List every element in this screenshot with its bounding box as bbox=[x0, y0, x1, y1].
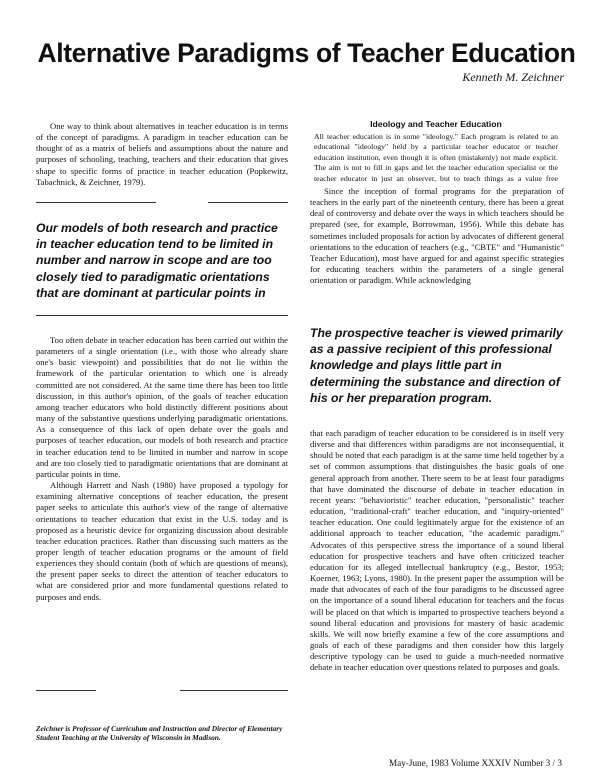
left-body bbox=[36, 335, 288, 771]
pullquote-rule-top bbox=[36, 202, 156, 203]
section-heading: Ideology and Teacher Education bbox=[370, 119, 502, 129]
footnote-rule bbox=[36, 690, 96, 691]
left-pullquote: Our models of both research and practice in teacher education tend to be limited in number and narrow in scope and are too closely tied to paradigmatic orientations that are dominant at particular points in bbox=[36, 221, 278, 300]
article-title: Alternative Paradigms of Teacher Education bbox=[37, 38, 576, 68]
author-name: Kenneth M. Zeichner bbox=[462, 70, 564, 84]
right-body-bottom bbox=[310, 428, 564, 753]
right-body-paragraph-2: that each paradigm of teacher education to be considered is in itself very diverse and that differences within paradigms are not inconsequential, it should be noted that each paradigm is at the same time held together by a set of common assumptions that distinguishes the basic goals of one general approach from another. There seem to be at least four paradigms that have dominated the discourse of debate in teacher education in recent years: "behavioristic" teacher education, "personalistic" teacher education, "traditional-craft" teacher education, and "inquiry-oriented" teacher education. One could legitimately argue for the existence of an additional approach to teacher education, "the academic paradigm." Advocates of this perspective stress the importance of a sound liberal education for prospective teachers and have often criticized teacher education for its alleged intellectual bankruptcy (e.g., Bestor, 1953; Koerner, 1963; Lyons, 1980). In the present paper the assumption will be made that advocates of each of the four paradigms to be discussed agree on the importance of a sound liberal education for teachers and the focus will be placed on that which is imparted to prospective teachers beyond a sound liberal education and provisions for mastery of basic academic skills. We will now briefly examine a few of the core assumptions and goals of each of these paradigms and then consider how this largely descriptive typology can be used to guide a much-needed normative debate in teacher education over questions related to purposes and goals. bbox=[310, 428, 564, 673]
footnote-rule-right bbox=[180, 690, 288, 691]
right-body-top bbox=[310, 186, 564, 298]
page-footer: May-June, 1983 Volume XXXIV Number 3 / 3 bbox=[388, 758, 562, 768]
opening-epigraph: All teacher education is in some "ideology." Each program is related to an educational "ideology" held by a particular teacher educator or teacher education institution, even though it is often (mistakenly) not made explicit. The aim is not to fill in gaps and let the teacher education specialist or the teacher educator in just an observer, but to teach things as a value free bbox=[314, 132, 558, 183]
intro-paragraph bbox=[36, 121, 288, 189]
right-pullquote: The prospective teacher is viewed primarily as a passive recipient of this professional knowledge and plays little part in determining the substance and direction of his or her preparation program. bbox=[310, 326, 563, 405]
intro-text: One way to think about alternatives in teacher education is in terms of the concept of paradigms. A paradigm in teacher education can be thought of as a matrix of beliefs and assumptions about the nature and purposes of schooling, teaching, teachers and their education that gives shape to specific forms of practice in teacher education (Popkewitz, Tabachnick, & Zeichner, 1979). bbox=[36, 121, 288, 187]
right-body-paragraph-1: Since the inception of formal programs for the preparation of teachers in the early part of the nineteenth century, there has been a great deal of controversy and debate over the ways in which teachers should be prepared (see, for example, Borrowman, 1956). While this debate has sometimes included proposals for action by advocates of different general orientations to the education of teachers (e.g., "CBTE" and "Humanistic" Teacher Education), most have argued for and against specific strategies for educating teachers within the parameters of a single general orientation or paradigm. While acknowledging bbox=[310, 186, 564, 286]
left-body-paragraph-2: Although Harrett and Nash (1980) have proposed a typology for examining alternative conceptions of teacher education, the present paper seeks to articulate this author's view of the range of alternative orientations to teacher education that exist in the U.S. today and is proposed as a heuristic device for organizing discussion about desirable teacher education practices. Rather than discussing such matters as the proper length of teacher education programs or the amount of field experiences they should contain (both of which are questions of means), the present paper seeks to direct the attention of teacher educators to what are considered prior and more fundamental questions related to purposes and ends. bbox=[36, 480, 288, 602]
left-body-paragraph-1: Too often debate in teacher education has been carried out within the parameters of a single orientation (i.e., with those who already share one's basic viewpoint) and possibilities that do not lie within the framework of the particular orientation to which one is already committed are not considered. At the same time there has been too little discussion, in this author's opinion, of the goals of teacher education among teacher educators who hold distinctly different positions about many of the substantive questions underlying paradigmatic orientations. As a consequence of this lack of open debate over the goals and purposes of teacher education, our models of both research and practice in teacher education tend to be limited in number and narrow in scope and are too closely tied to paradigmatic orientations that are dominant at particular points in time. bbox=[36, 335, 288, 479]
pullquote-rule-bottom bbox=[36, 315, 288, 316]
author-footnote: Zeichner is Professor of Curriculum and Instruction and Director of Elementary Student Teaching at the University of Wisconsin in Madison. bbox=[36, 724, 283, 743]
pullquote-rule-top-right bbox=[208, 202, 288, 203]
